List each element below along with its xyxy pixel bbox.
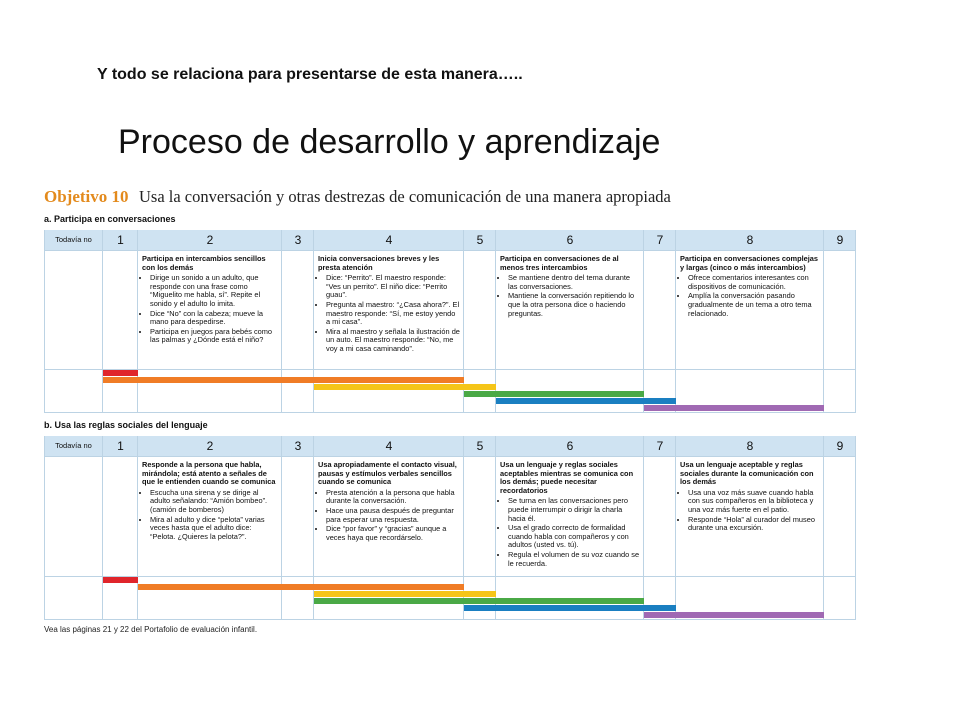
indicator-block-level-8 [680,255,820,319]
indicator-title: Usa apropiadamente el contacto visual, pausas y estímulos verbales sencillos cuando se comunica [318,460,457,487]
grid-vline [102,436,103,620]
indicator-example: • Amplía la conversación pasando gradualmente de un tema a otro tema relacionado. [688,292,820,318]
indicator-example: • Se turna en las conversaciones pero puede interrumpir o dirigir la charla hacia él. [508,497,640,523]
header-todavia-no: Todavía no [55,441,92,450]
grid-hline [44,369,856,370]
header-level-9: 9 [836,439,844,453]
grid-vline [643,436,644,620]
header-level-7: 7 [656,233,664,247]
indicator-examples [680,489,820,533]
indicator-title: Participa en conversaciones de al menos tres intercambios [500,254,619,272]
header-level-4: 4 [385,439,393,453]
indicator-title: Participa en intercambios sencillos con los demás [142,254,266,272]
grid-vline [44,436,45,620]
indicator-example: • Pregunta al maestro: “¿Casa ahora?”. El maestro responde: “Sí, me estoy yendo a mi casa”. [326,301,460,327]
header-level-3: 3 [294,233,302,247]
progression-band-red [103,577,138,583]
grid-hline [44,576,856,577]
header-level-8: 8 [746,233,754,247]
grid-vline [137,230,138,413]
header-level-2: 2 [206,439,214,453]
objective-heading [44,187,671,207]
header-level-2: 2 [206,233,214,247]
header-level-5: 5 [476,233,484,247]
grid-vline [823,436,824,620]
section-a-label: a. Participa en conversaciones [44,214,176,224]
header-todavia-no: Todavía no [55,235,92,244]
indicator-title: Inicia conversaciones breves y les presta atención [318,254,440,272]
slide-title: Proceso de desarrollo y aprendizaje [118,123,661,161]
intro-text: Y todo se relaciona para presentarse de esta manera….. [97,66,523,83]
progression-band-orange [138,584,464,590]
indicator-examples [142,489,278,542]
header-level-1: 1 [117,439,124,453]
header-level-5: 5 [476,439,484,453]
grid-vline [675,436,676,620]
progression-band-blue [496,398,676,404]
header-level-3: 3 [294,439,302,453]
indicator-block-level-2 [142,255,278,346]
grid-vline [281,230,282,413]
grid-hline [44,456,856,457]
indicator-example: • Ofrece comentarios interesantes con dispositivos de comunicación. [688,274,820,291]
indicator-example: • Responde “Hola” al curador del museo durante una excursión. [688,516,820,533]
grid-hline [44,619,856,620]
progression-band-blue [464,605,676,611]
grid-hline [44,412,856,413]
header-level-6: 6 [566,439,574,453]
indicator-example: • Dirige un sonido a un adulto, que responde con una frase como “Miguelito me habla, sí”. Repite el sonido y el adulto lo imita. [150,274,278,308]
indicator-example: • Mira al maestro y señala la ilustración de un auto. El maestro responde: “No, me voy a mi casa caminando”. [326,328,460,354]
indicator-block-level-6 [500,255,640,319]
indicator-example: • Dice “No” con la cabeza; mueve la mano para despedirse. [150,310,278,327]
section-b-grid [44,436,856,620]
indicator-example: • Mira al adulto y dice “pelota” varias veces hasta que el adulto dice: “Pelota. ¿Quieres la pelota?”. [150,516,278,542]
indicator-block-level-4 [318,461,460,543]
indicator-title: Responde a la persona que habla, mirándola; está atento a señales de que le entienden cuando se comunica [142,460,276,487]
indicator-examples [318,489,460,543]
indicator-example: • Dice: “Perrito”. El maestro responde: “Ves un perrito”. El niño dice: “Perrito guau”. [326,274,460,300]
footnote [44,625,257,634]
indicator-example: • Regula el volumen de su voz cuando se le recuerda. [508,551,640,568]
grid-vline [44,230,45,413]
indicator-example: • Se mantiene dentro del tema durante las conversaciones. [508,274,640,291]
progression-band-purple [644,405,824,411]
header-level-4: 4 [385,233,393,247]
grid-vline [855,436,856,620]
indicator-example: • Usa el grado correcto de formalidad cuando habla con compañeros y con adultos (usted vs. tú). [508,524,640,550]
header-level-7: 7 [656,439,664,453]
grid-vline [137,436,138,620]
grid-vline [675,230,676,413]
indicator-example: • Hace una pausa después de preguntar para esperar una respuesta. [326,507,460,524]
indicator-examples [142,274,278,345]
indicator-example: • Dice “por favor” y “gracias” aunque a veces haya que recordárselo. [326,525,460,542]
header-level-6: 6 [566,233,574,247]
grid-vline [102,230,103,413]
grid-vline [823,230,824,413]
indicator-example: • Escucha una sirena y se dirige al adulto señalando: “Amión bombeo”. (camión de bomberos) [150,489,278,515]
grid-hline [44,250,856,251]
indicator-examples [500,497,640,568]
progression-band-purple [644,612,824,618]
indicator-block-level-6 [500,461,640,569]
indicator-example: • Mantiene la conversación repitiendo lo que la otra persona dice o haciendo preguntas. [508,292,640,318]
progression-band-green [314,598,644,604]
progression-band-orange [103,377,464,383]
indicator-title: Usa un lenguaje y reglas sociales aceptables mientras se comunica con los demás; puede necesitar recordatorios [500,460,634,495]
indicator-title: Usa un lenguaje aceptable y reglas sociales durante la comunicación con los demás [680,460,814,487]
indicator-block-level-2 [142,461,278,542]
header-level-8: 8 [746,439,754,453]
header-level-9: 9 [836,233,844,247]
indicator-examples [680,274,820,318]
indicator-block-level-4 [318,255,460,355]
header-level-1: 1 [117,233,124,247]
section-a-grid [44,230,856,413]
grid-vline [643,230,644,413]
objective-label: Objetivo 10 [44,187,129,206]
progression-band-green [464,391,644,397]
indicator-examples [500,274,640,318]
indicator-example: • Usa una voz más suave cuando habla con sus compañeros en la biblioteca y una voz más fuerte en el patio. [688,489,820,515]
indicator-example: • Participa en juegos para bebés como las palmas y ¿Dónde está el niño? [150,328,278,345]
indicator-block-level-8 [680,461,820,534]
progression-band-yellow [314,384,496,390]
section-b-label: b. Usa las reglas sociales del lenguaje [44,420,208,430]
progression-band-yellow [314,591,496,597]
indicator-example: • Presta atención a la persona que habla durante la conversación. [326,489,460,506]
indicator-examples [318,274,460,353]
grid-vline [855,230,856,413]
indicator-title: Participa en conversaciones complejas y largas (cinco o más intercambios) [680,254,819,272]
footnote-text: Vea las páginas 21 y 22 del Portafolio de evaluación infantil. [44,625,258,634]
grid-vline [281,436,282,620]
objective-title: Usa la conversación y otras destrezas de comunicación de una manera apropiada [138,187,671,206]
progression-band-red [103,370,138,376]
